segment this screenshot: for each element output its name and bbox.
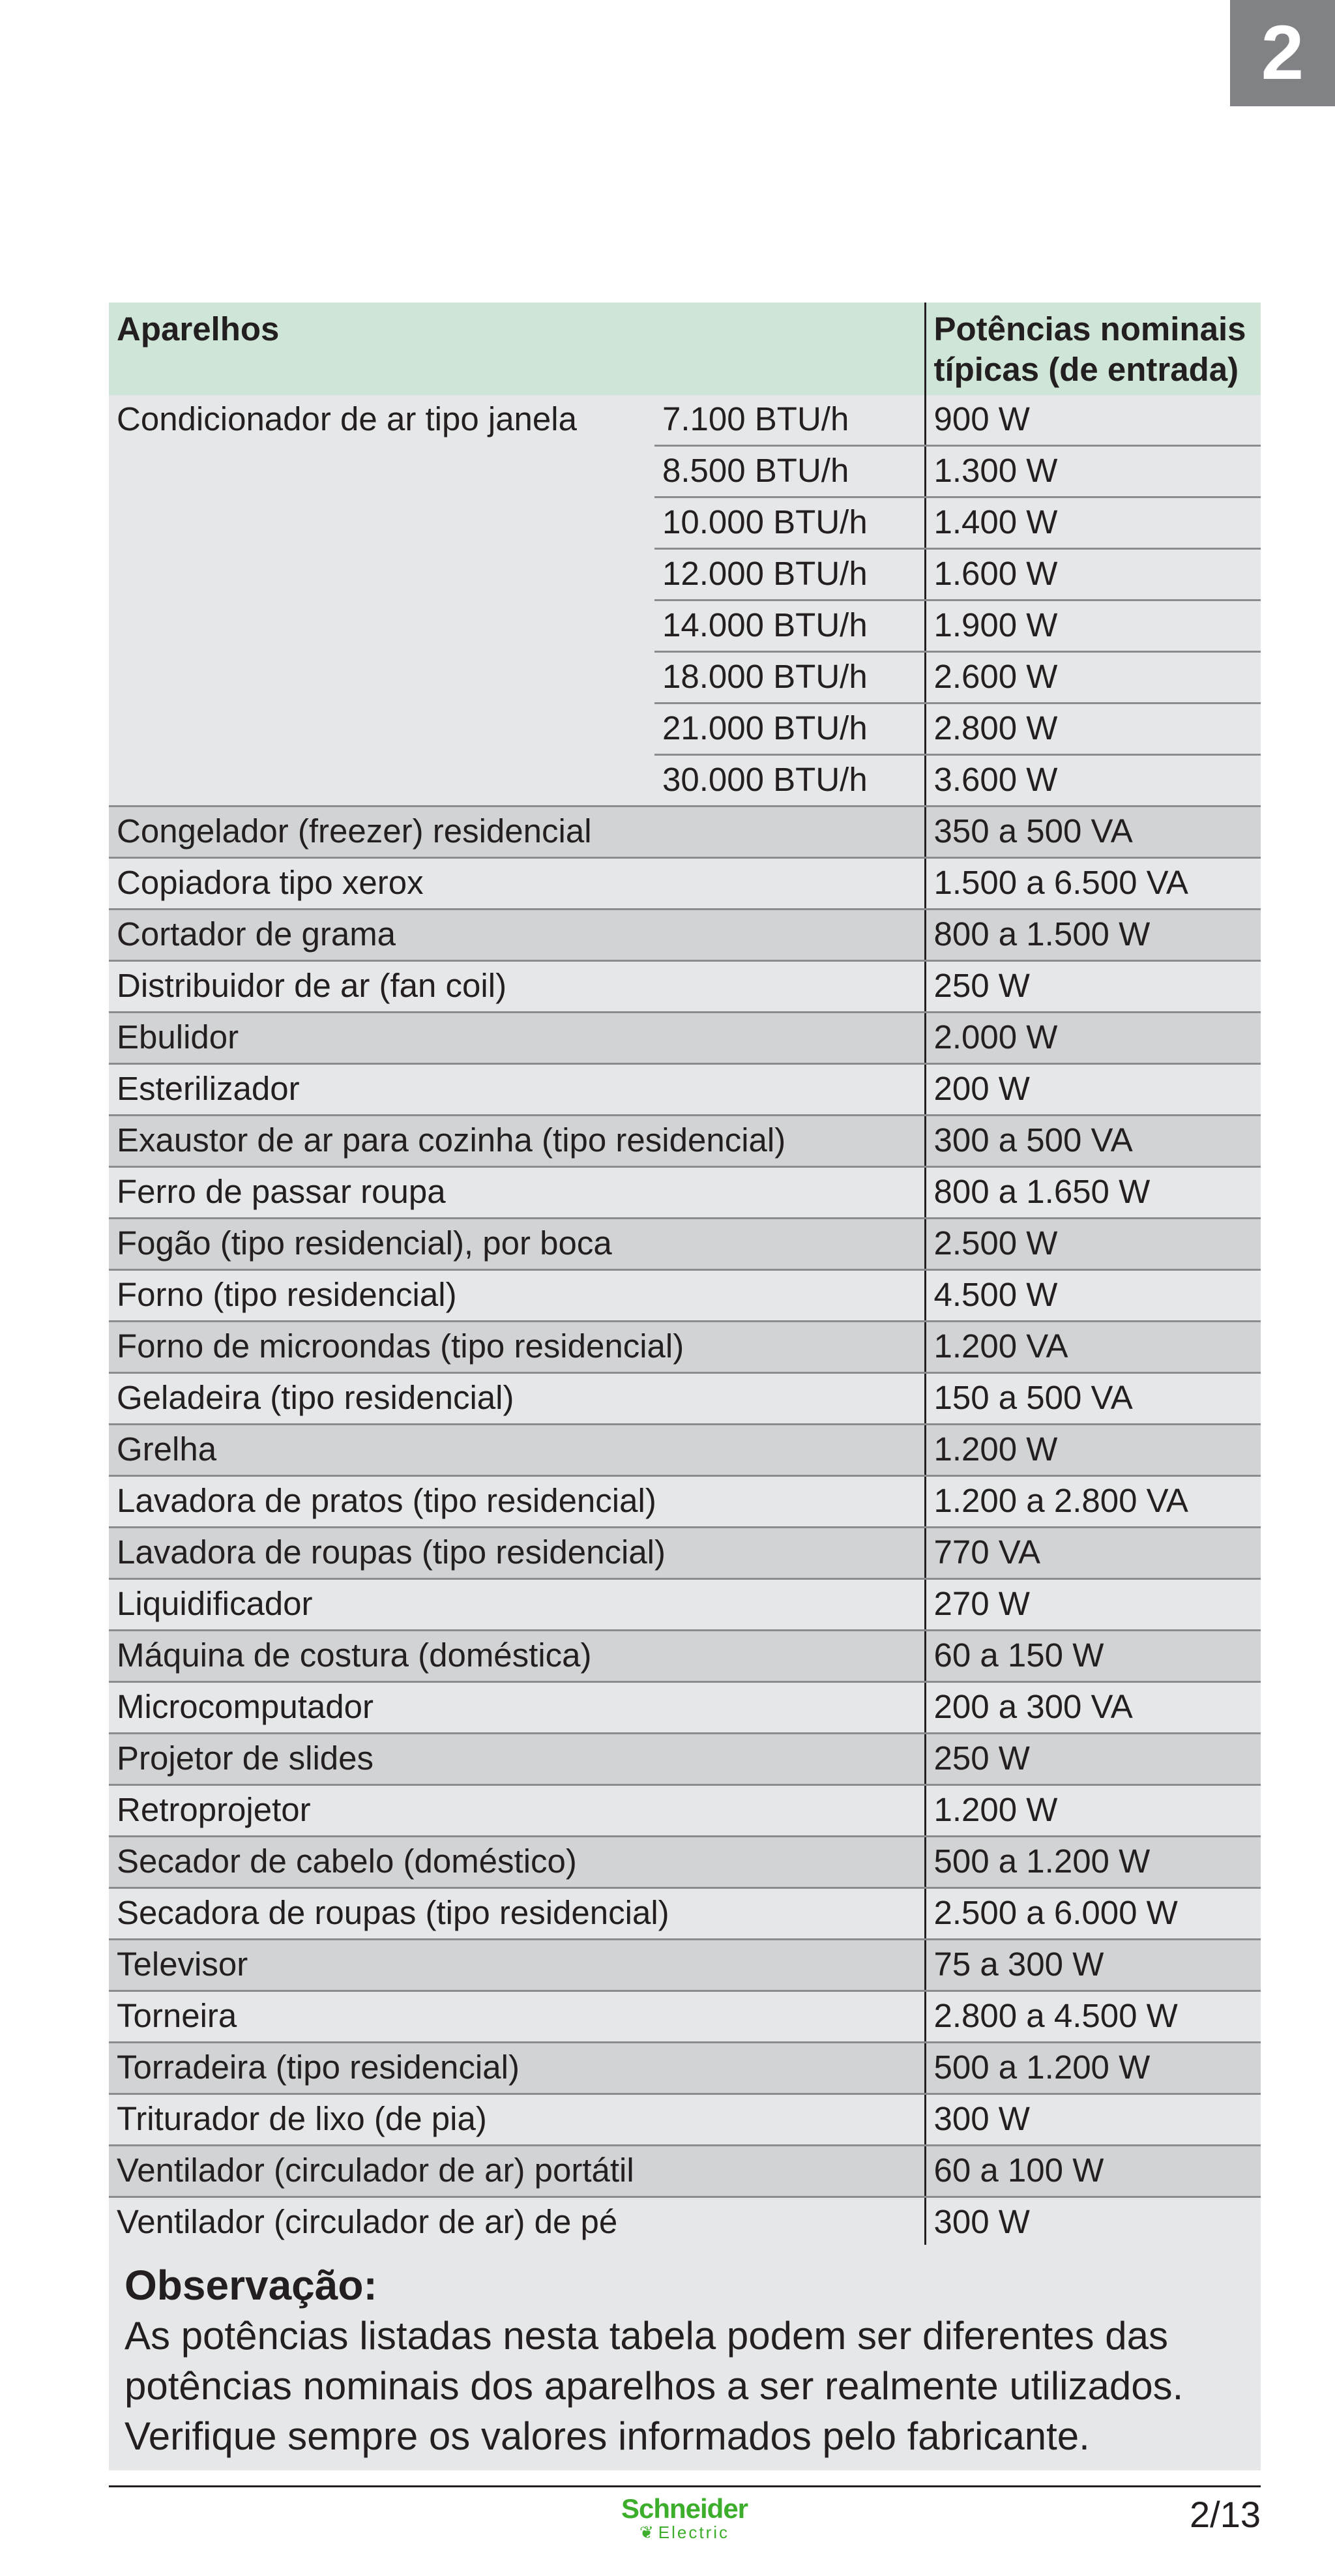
note-title: Observação:	[125, 2262, 377, 2309]
appliance-power: 1.200 VA	[925, 1322, 1261, 1373]
appliance-power: 250 W	[925, 1734, 1261, 1785]
logo-brand-text: Schneider	[621, 2493, 748, 2524]
appliance-name: Grelha	[109, 1425, 925, 1476]
appliance-power: 300 a 500 VA	[925, 1116, 1261, 1167]
appliance-power: 1.200 W	[925, 1785, 1261, 1837]
table-row	[109, 1322, 1261, 1373]
appliance-power: 2.500 W	[925, 1219, 1261, 1270]
table-row	[109, 961, 1261, 1013]
appliance-capacity: 14.000 BTU/h	[654, 600, 925, 652]
appliance-name: Retroprojetor	[109, 1785, 925, 1837]
table-row	[109, 1631, 1261, 1682]
observation-note	[109, 2245, 1261, 2470]
appliance-power: 1.600 W	[925, 549, 1261, 600]
appliance-name: Ventilador (circulador de ar) portátil	[109, 2146, 925, 2197]
appliance-capacity: 21.000 BTU/h	[654, 703, 925, 755]
table-row	[109, 1373, 1261, 1425]
appliance-name: Torradeira (tipo residencial)	[109, 2043, 925, 2094]
appliance-power: 500 a 1.200 W	[925, 1837, 1261, 1888]
appliance-name: Secador de cabelo (doméstico)	[109, 1837, 925, 1888]
appliance-power-table	[109, 303, 1261, 2249]
appliance-capacity: 7.100 BTU/h	[654, 395, 925, 446]
appliance-name: Ventilador (circulador de ar) de pé	[109, 2197, 925, 2249]
appliance-name: Ebulidor	[109, 1013, 925, 1064]
appliance-power: 200 a 300 VA	[925, 1682, 1261, 1734]
appliance-name: Secadora de roupas (tipo residencial)	[109, 1888, 925, 1940]
appliance-power: 250 W	[925, 961, 1261, 1013]
appliance-power: 1.500 a 6.500 VA	[925, 858, 1261, 910]
table-row	[109, 1734, 1261, 1785]
header-power: Potências nominais típicas (de entrada)	[925, 303, 1261, 395]
appliance-name: Liquidificador	[109, 1579, 925, 1631]
leaf-icon: ❦	[639, 2523, 656, 2542]
appliance-power: 300 W	[925, 2197, 1261, 2249]
appliance-name: Torneira	[109, 1991, 925, 2043]
appliance-power: 500 a 1.200 W	[925, 2043, 1261, 2094]
appliance-power: 1.200 a 2.800 VA	[925, 1476, 1261, 1528]
appliance-name: Cortador de grama	[109, 910, 925, 961]
appliance-power: 60 a 150 W	[925, 1631, 1261, 1682]
page-number: 2/13	[1190, 2494, 1261, 2535]
appliance-power: 900 W	[925, 395, 1261, 446]
table-row	[109, 1579, 1261, 1631]
appliance-power: 770 VA	[925, 1528, 1261, 1579]
table-row	[109, 1682, 1261, 1734]
table-row	[109, 2043, 1261, 2094]
header-appliances: Aparelhos	[109, 303, 925, 395]
appliance-capacity: 8.500 BTU/h	[654, 446, 925, 497]
table-row	[109, 2197, 1261, 2249]
table-row	[109, 1116, 1261, 1167]
appliance-name: Geladeira (tipo residencial)	[109, 1373, 925, 1425]
appliance-name: Exaustor de ar para cozinha (tipo residencial)	[109, 1116, 925, 1167]
table-row	[109, 1785, 1261, 1837]
table-row	[109, 2146, 1261, 2197]
appliance-power: 150 a 500 VA	[925, 1373, 1261, 1425]
appliance-name: Triturador de lixo (de pia)	[109, 2094, 925, 2146]
appliance-power: 800 a 1.650 W	[925, 1167, 1261, 1219]
appliance-name: Forno de microondas (tipo residencial)	[109, 1322, 925, 1373]
table-row	[109, 910, 1261, 961]
table-body	[109, 395, 1261, 2249]
appliance-name: Máquina de costura (doméstica)	[109, 1631, 925, 1682]
appliance-power: 1.400 W	[925, 497, 1261, 549]
appliance-name: Lavadora de pratos (tipo residencial)	[109, 1476, 925, 1528]
footer-divider	[109, 2485, 1261, 2487]
appliance-name: Televisor	[109, 1940, 925, 1991]
table-row	[109, 1991, 1261, 2043]
appliance-name: Esterilizador	[109, 1064, 925, 1116]
appliance-power: 2.800 a 4.500 W	[925, 1991, 1261, 2043]
appliance-power: 2.800 W	[925, 703, 1261, 755]
table-row	[109, 1167, 1261, 1219]
appliance-capacity: 18.000 BTU/h	[654, 652, 925, 703]
table-row	[109, 395, 1261, 446]
appliance-name: Microcomputador	[109, 1682, 925, 1734]
appliance-name: Projetor de slides	[109, 1734, 925, 1785]
table-row	[109, 1476, 1261, 1528]
appliance-power: 300 W	[925, 2094, 1261, 2146]
appliance-power: 4.500 W	[925, 1270, 1261, 1322]
appliance-name: Condicionador de ar tipo janela	[109, 395, 654, 807]
appliance-power: 270 W	[925, 1579, 1261, 1631]
appliance-power: 1.300 W	[925, 446, 1261, 497]
appliance-capacity: 10.000 BTU/h	[654, 497, 925, 549]
appliance-name: Distribuidor de ar (fan coil)	[109, 961, 925, 1013]
appliance-power: 1.900 W	[925, 600, 1261, 652]
table-row	[109, 858, 1261, 910]
appliance-power: 2.500 a 6.000 W	[925, 1888, 1261, 1940]
appliance-name: Lavadora de roupas (tipo residencial)	[109, 1528, 925, 1579]
logo-electric-text: Electric	[658, 2523, 730, 2542]
appliance-power: 60 a 100 W	[925, 2146, 1261, 2197]
appliance-power: 75 a 300 W	[925, 1940, 1261, 1991]
note-text: As potências listadas nesta tabela podem ser diferentes das potências nominais dos aparelhos a ser realmente utilizados. Verifique sempre os valores informados pelo fabricante.	[125, 2314, 1184, 2458]
table-row	[109, 807, 1261, 858]
table-row	[109, 1013, 1261, 1064]
table-row	[109, 1219, 1261, 1270]
appliance-capacity: 30.000 BTU/h	[654, 755, 925, 807]
table-row	[109, 1940, 1261, 1991]
logo-subtext	[606, 2523, 763, 2541]
table-row	[109, 2094, 1261, 2146]
appliance-power: 1.200 W	[925, 1425, 1261, 1476]
appliance-power: 200 W	[925, 1064, 1261, 1116]
appliance-power: 350 a 500 VA	[925, 807, 1261, 858]
appliance-name: Copiadora tipo xerox	[109, 858, 925, 910]
appliance-power: 2.000 W	[925, 1013, 1261, 1064]
appliance-power: 800 a 1.500 W	[925, 910, 1261, 961]
table-row	[109, 1425, 1261, 1476]
appliance-capacity: 12.000 BTU/h	[654, 549, 925, 600]
appliance-name: Fogão (tipo residencial), por boca	[109, 1219, 925, 1270]
table-row	[109, 1837, 1261, 1888]
table-row	[109, 1888, 1261, 1940]
schneider-logo	[606, 2495, 763, 2547]
appliance-power: 3.600 W	[925, 755, 1261, 807]
table-row	[109, 1064, 1261, 1116]
appliance-power: 2.600 W	[925, 652, 1261, 703]
appliance-name: Forno (tipo residencial)	[109, 1270, 925, 1322]
table-header-row	[109, 303, 1261, 395]
table-row	[109, 1528, 1261, 1579]
table-row	[109, 1270, 1261, 1322]
appliance-name: Congelador (freezer) residencial	[109, 807, 925, 858]
appliance-name: Ferro de passar roupa	[109, 1167, 925, 1219]
chapter-number-tab: 2	[1230, 0, 1335, 106]
